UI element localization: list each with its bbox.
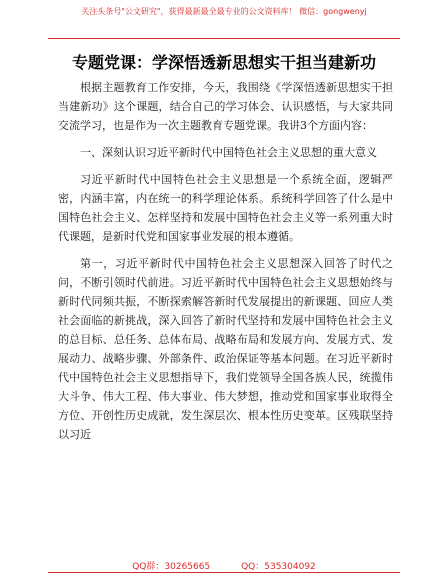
body-paragraph: 第一，习近平新时代中国特色社会主义思想深入回答了时代之问，不断引领时代前进。习近平新时代中国特色社会主义思想始终与新时代同频共振，不断探索解答新时代发展提出的新课题、回应人类社会面临的新挑战，深入回答了新时代坚持和发展中国特色社会主义的总目标、总任务、总体布局、战略布局和发展方向、发展方式、发展动力、战略步骤、外部条件、政治保证等基本问题。在习近平新时代中国特色社会主义思想指导下，我们党领导全国各族人民，统揽伟大斗争、伟大工程、伟大事业、伟大梦想，推动党和国家事业取得全方位、开创性历史成就，发生深层次、根本性历史变革。区残联坚持以习近 bbox=[58, 257, 393, 441]
footer-qq: QQ：535304092 bbox=[241, 562, 316, 572]
intro-paragraph: 根据主题教育工作安排，今天，我围绕《学深悟透新思想实干担当建新功》这个课题，结合自己的学习体会、认识感悟，与大家共同交流学习，也是作为一次主题教育专题党课。我讲3个方面内容： bbox=[58, 81, 393, 132]
page-header: 关注头条号"公文研究"，获得最新最全最专业的公文资料库！ 微信：gongwenyj bbox=[81, 7, 367, 16]
body-paragraph: 习近平新时代中国特色社会主义思想是一个系统全面，逻辑严密，内涵丰富，内在统一的科学理论体系。系统科学回答了什么是中国特色社会主义、怎样坚持和发展中国特色社会主义等一系列重大时代课题，是新时代党和国家事业发展的根本遵循。 bbox=[58, 173, 393, 243]
page-footer bbox=[0, 559, 448, 572]
document-title: 专题党课：学深悟透新思想实干担当建新功 bbox=[71, 53, 376, 72]
header-divider bbox=[48, 38, 400, 39]
document-body bbox=[58, 78, 393, 452]
footer-divider bbox=[48, 572, 400, 573]
section-heading: 一、深刻认识习近平新时代中国特色社会主义思想的重大意义 bbox=[80, 146, 377, 159]
footer-qq-group: QQ群：30265665 bbox=[132, 562, 211, 572]
